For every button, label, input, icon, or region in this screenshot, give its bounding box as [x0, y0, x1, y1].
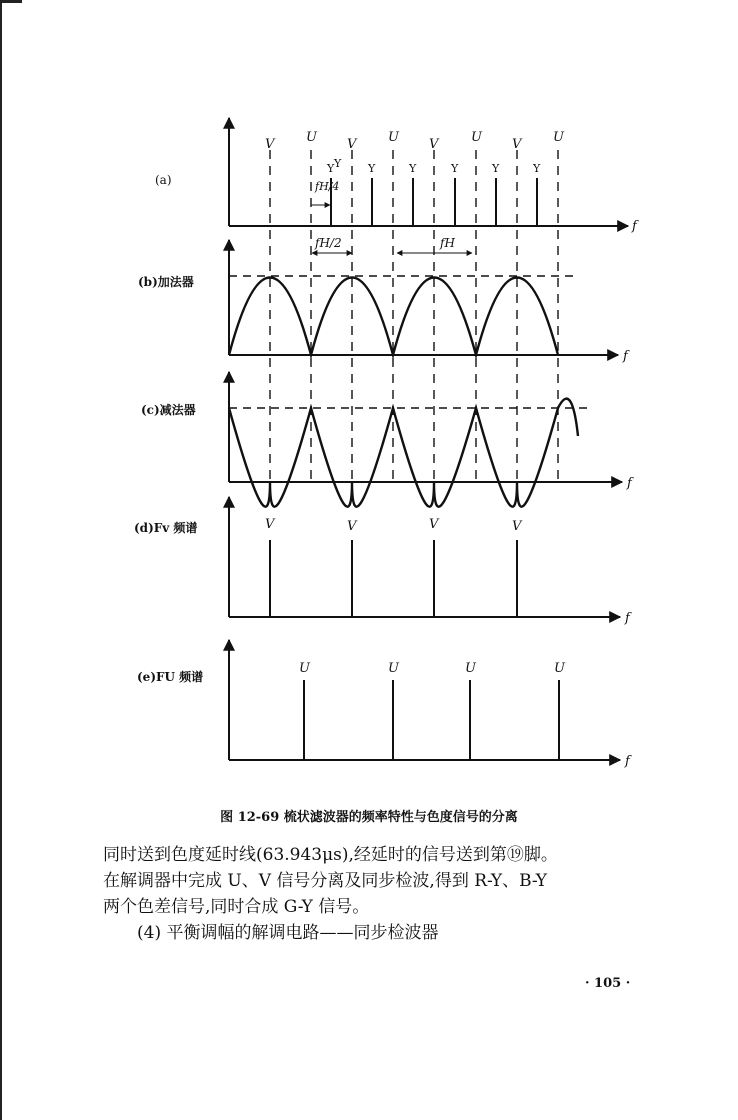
- panel-d-mark-v: V: [429, 517, 439, 532]
- panel-e-label: (e)FU 频谱: [137, 670, 204, 684]
- panel-b: [138, 240, 630, 364]
- panel-c: [141, 372, 634, 507]
- panel-d-mark-v: V: [265, 517, 275, 532]
- panel-a-mark-y: Y: [368, 162, 376, 175]
- panel-d-mark-v: V: [347, 519, 357, 534]
- panel-d-axis-f: f: [625, 611, 630, 626]
- panel-a-axis-f: f: [632, 219, 637, 234]
- fh-quarter-label: fH/4: [315, 180, 340, 193]
- panel-b-label: (b)加法器: [138, 275, 194, 289]
- panel-a-mark-v: V: [512, 137, 522, 152]
- section-heading: (4) 平衡调幅的解调电路——同步检波器: [137, 923, 439, 943]
- panel-c-label: (c)减法器: [141, 403, 196, 417]
- panel-a-mark-y: Y: [334, 157, 342, 170]
- body-line-2: 在解调器中完成 U、V 信号分离及同步检波,得到 R-Y、B-Y: [103, 871, 548, 891]
- figure-caption: 图 12-69 梳状滤波器的频率特性与色度信号的分离: [220, 810, 518, 825]
- fh-label: fH: [440, 236, 455, 250]
- panel-a-mark-u: U: [553, 130, 564, 145]
- panel-d-mark-v: V: [512, 519, 522, 534]
- panel-a: [155, 118, 639, 253]
- panel-e-axis-f: f: [625, 754, 630, 769]
- panel-a-mark-y: Y: [451, 162, 459, 175]
- fh-half-label: fH/2: [315, 236, 342, 250]
- page-number: · 105 ·: [585, 976, 631, 991]
- panel-a-mark-y: Y: [409, 162, 417, 175]
- body-line-3: 两个色差信号,同时合成 G-Y 信号。: [103, 897, 370, 917]
- panel-c-axis-f: f: [627, 476, 632, 491]
- panel-a-mark-v: V: [265, 137, 275, 152]
- body-paragraph: [103, 842, 688, 946]
- panel-a-mark-y: Y: [533, 162, 541, 175]
- panel-c-subtractor-curve: [229, 399, 578, 507]
- panel-a-mark-y: Y: [492, 162, 500, 175]
- panel-a-mark-v: V: [347, 137, 357, 152]
- panel-b-axis-f: f: [623, 349, 628, 364]
- panel-e: [137, 640, 632, 769]
- panel-e-mark-u: U: [465, 661, 476, 676]
- panel-a-mark-u: U: [388, 130, 399, 145]
- body-line-1: 同时送到色度延时线(63.943μs),经延时的信号送到第⑲脚。: [103, 845, 558, 865]
- panel-e-mark-u: U: [388, 661, 399, 676]
- panel-a-label: (a): [155, 173, 172, 187]
- panel-a-mark-v: V: [429, 137, 439, 152]
- panel-a-mark-u: U: [306, 130, 317, 145]
- panel-d-label: (d)Fv 频谱: [134, 521, 198, 535]
- panel-e-mark-u: U: [299, 661, 310, 676]
- panel-a-mark-u: U: [471, 130, 482, 145]
- panel-a-mark-y: Y: [327, 162, 335, 175]
- panel-d: [134, 497, 632, 626]
- panel-e-mark-u: U: [554, 661, 565, 676]
